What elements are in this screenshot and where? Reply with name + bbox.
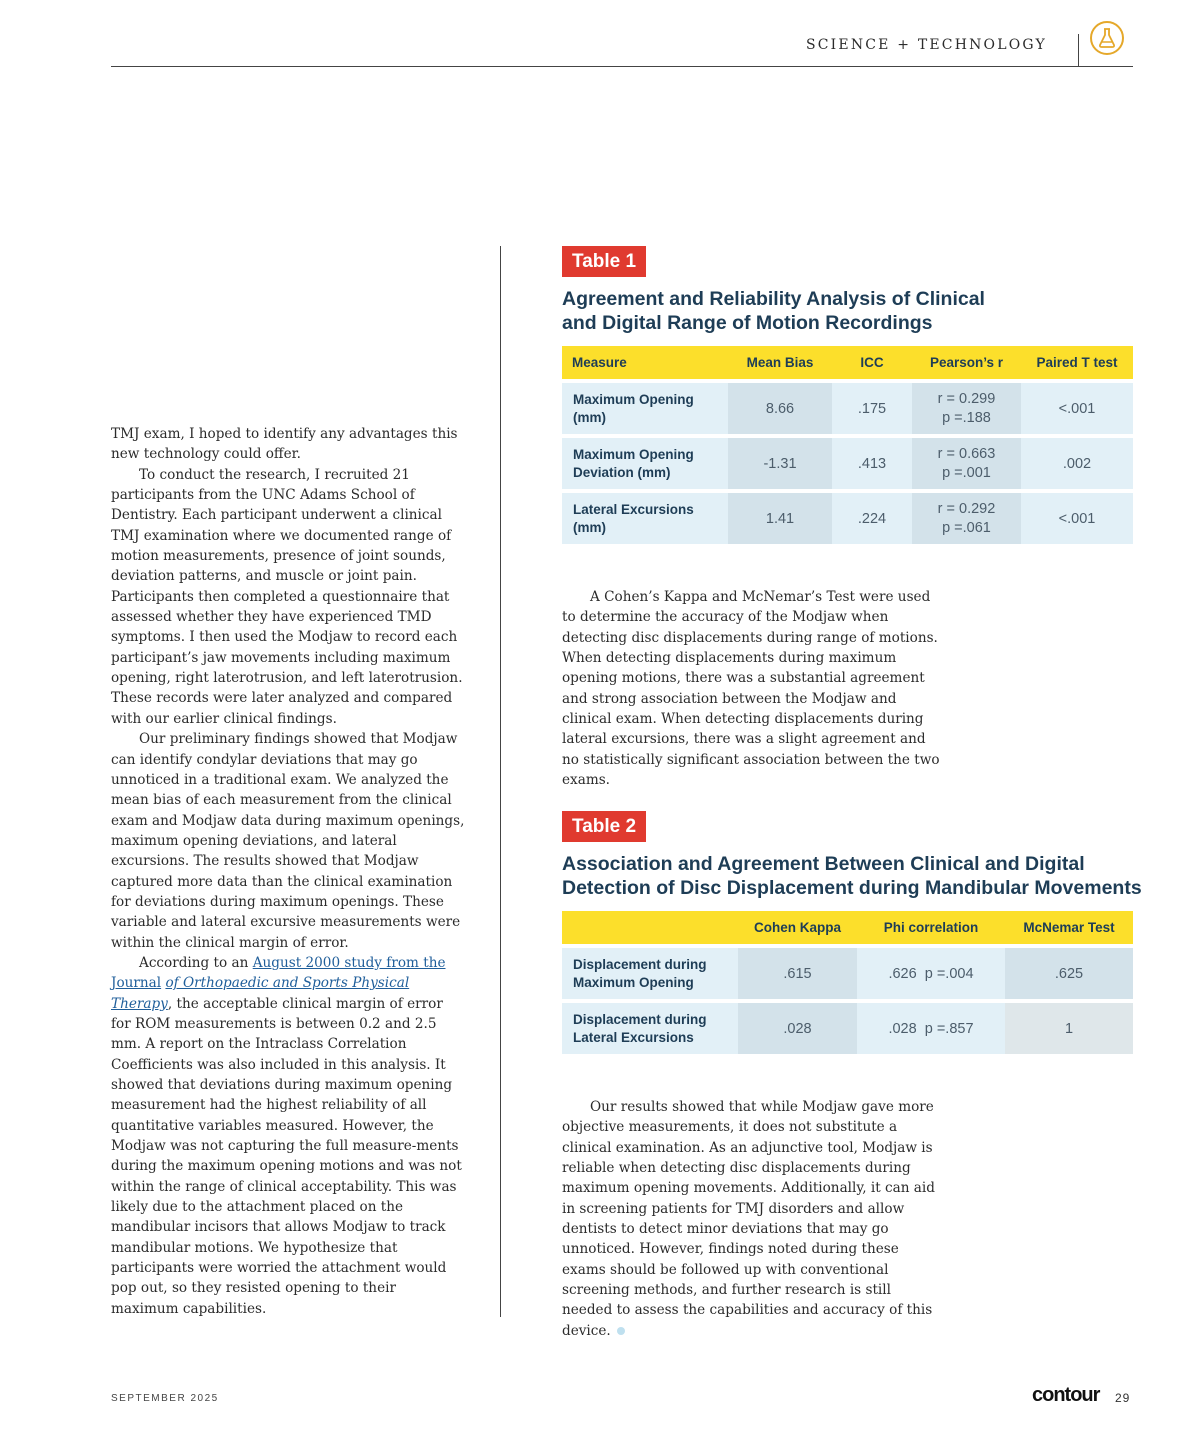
phi-cell [857, 948, 1005, 1003]
table-row [562, 438, 1133, 493]
pearson-cell [912, 493, 1021, 544]
table1-title-line: Agreement and Reliability Analysis of Clinical [562, 288, 985, 310]
paragraph-conclusion-text [562, 1097, 942, 1341]
table1-badge: Table 1 [562, 246, 646, 277]
text-span: , the acceptable clinical margin of error for ROM measurements is between 0.2 and 2.5 mm. A report on the Intraclass Correlation Coefficients was also included in this analysis. It showed that deviations during maximum opening measurement had the highest reliability of all quantitative variables measured. However, the Modjaw was not capturing the full measure-ments during the maximum opening motions and was not within the range of clinical acceptability. This was likely due to the attachment placed on the mandibular incisors that allows Modjaw to track mandibular motions. We hypothesize that participants were worried the attachment would pop out, so they resisted opening to their maximum capabilities. [111, 995, 462, 1317]
paragraph-conclusion [562, 1097, 942, 1341]
mcnemar-cell: 1 [1005, 1003, 1133, 1054]
left-column [111, 424, 466, 1319]
paragraph-findings: Our preliminary findings showed that Modjaw can identify condylar deviations that may go unnoticed in a traditional exam. We analyzed the mean bias of each measurement from the clinical exam and Modjaw data during maximum openings, maximum opening deviations, and lateral excursions. The results showed that Modjaw captured more data than the clinical examination for deviations during maximum openings. These variable and lateral excursive measurements were within the clinical margin of error. [111, 731, 465, 951]
row-label-line: Displacement during [573, 1011, 707, 1027]
pearson-r: r = 0.663 [937, 445, 996, 462]
pearson-r: r = 0.292 [937, 500, 996, 517]
table1-header-measure: Measure [562, 346, 728, 383]
table2-header-phi: Phi correlation [857, 911, 1005, 948]
row-label-line: Lateral Excursions [573, 501, 694, 517]
phi-p-value: p =.857 [924, 1020, 974, 1037]
row-label-line: Maximum Opening [573, 391, 694, 407]
mean-bias-cell: -1.31 [728, 438, 832, 493]
pearson-cell [912, 438, 1021, 493]
header-divider [1078, 34, 1079, 67]
row-label [562, 948, 738, 1003]
phi-value: .626 [888, 965, 917, 982]
paragraph-methods: To conduct the research, I recruited 21 participants from the UNC Adams School of Dentistry. Each participant underwent a clinical TMJ examination where we documented range of motion measurements, presence of joint sounds, deviation patterns, and muscle or joint pain. Participants then completed a questionnaire that assessed whether they have experienced TMD symptoms. I then used the Modjaw to record each participant’s jaw movements including maximum opening, right laterotrusion, and left laterotrusion. These records were later analyzed and compared with our earlier clinical findings. [111, 466, 463, 727]
row-label-line: (mm) [573, 409, 606, 425]
pearson-p: p =.188 [942, 409, 991, 426]
paragraph-margin-of-error [111, 953, 466, 1319]
end-mark-icon [617, 1327, 625, 1335]
page-number: 29 [1115, 1391, 1131, 1405]
icc-cell: .413 [832, 438, 912, 493]
pearson-p: p =.061 [942, 519, 991, 536]
row-label-line: Maximum Opening [573, 974, 694, 990]
table2-header-mcnemar: McNemar Test [1005, 911, 1133, 948]
paragraph-kappa [562, 587, 942, 790]
paragraph-kappa-text: A Cohen’s Kappa and McNemar’s Test were used to determine the accuracy of the Modjaw when detecting disc displacements during range of motions. When detecting displacements during maximum opening motions, there was a substantial agreement and strong association between the Modjaw and clinical exam. When detecting displacements during lateral excursions, there was a slight agreement and no statistically significant association between the two exams. [562, 589, 940, 789]
section-label: SCIENCE + TECHNOLOGY [805, 37, 1047, 53]
phi-value: .028 [888, 1020, 917, 1037]
pearson-cell [912, 383, 1021, 438]
journal-link[interactable]: of Orthopaedic and Sports Physical Therapy [111, 975, 410, 1012]
table2-header-blank [562, 911, 738, 948]
kappa-cell: .028 [738, 1003, 857, 1054]
footer-date: SEPTEMBER 2025 [111, 1393, 219, 1404]
table-row [562, 493, 1133, 544]
pearson-r: r = 0.299 [937, 390, 996, 407]
kappa-cell: .615 [738, 948, 857, 1003]
table2-title-line: Association and Agreement Between Clinical and Digital [562, 853, 1085, 875]
table1-header-row [562, 346, 1133, 383]
row-label [562, 1003, 738, 1054]
table2-title [562, 852, 1162, 900]
row-label-line: Lateral Excursions [573, 1029, 694, 1045]
table-row [562, 948, 1133, 1003]
mean-bias-cell: 8.66 [728, 383, 832, 438]
row-label [562, 493, 728, 544]
paired-t-cell: .002 [1021, 438, 1133, 493]
icc-cell: .224 [832, 493, 912, 544]
phi-p-value: p =.004 [924, 965, 974, 982]
row-label-line: (mm) [573, 519, 606, 535]
column-divider [500, 246, 501, 1317]
table1-title [562, 287, 1122, 335]
table2-badge: Table 2 [562, 811, 646, 842]
table1-header-icc: ICC [832, 346, 912, 383]
table-row [562, 383, 1133, 438]
mean-bias-cell: 1.41 [728, 493, 832, 544]
row-label-line: Displacement during [573, 956, 707, 972]
mcnemar-cell: .625 [1005, 948, 1133, 1003]
pearson-p: p =.001 [942, 464, 991, 481]
table2 [562, 911, 1133, 1054]
paired-t-cell: <.001 [1021, 383, 1133, 438]
magazine-logo: contour [1032, 1384, 1100, 1406]
table1-header-mean-bias: Mean Bias [728, 346, 832, 383]
table1-title-line: and Digital Range of Motion Recordings [562, 312, 933, 334]
flask-icon [1090, 21, 1124, 55]
text-span: According to an [139, 954, 253, 971]
paired-t-cell: <.001 [1021, 493, 1133, 544]
study-link[interactable]: August 2000 study from the Journal [111, 954, 446, 992]
table1-header-paired-t: Paired T test [1021, 346, 1133, 383]
row-label-line: Maximum Opening [573, 446, 694, 462]
row-label-line: Deviation (mm) [573, 464, 671, 480]
table1-header-pearson: Pearson’s r [912, 346, 1021, 383]
table2-header-kappa: Cohen Kappa [738, 911, 857, 948]
table2-header-row [562, 911, 1133, 948]
table-row [562, 1003, 1133, 1054]
icc-cell: .175 [832, 383, 912, 438]
phi-cell [857, 1003, 1005, 1054]
header-rule [111, 66, 1133, 67]
paragraph-intro-end: TMJ exam, I hoped to identify any advantages this new technology could offer. [111, 426, 458, 463]
table2-title-line: Detection of Disc Displacement during Mandibular Movements [562, 877, 1142, 899]
row-label [562, 438, 728, 493]
row-label [562, 383, 728, 438]
conclusion-text: Our results showed that while Modjaw gave more objective measurements, it does not substitute a clinical examination. As an adjunctive tool, Modjaw is reliable when detecting disc displacements during maximum opening movements. Additionally, it can aid in screening patients for TMJ disorders and allow dentists to detect minor deviations that may go unnoticed. However, findings noted during these exams should be followed up with conventional screening methods, and further research is still needed to assess the capabilities and accuracy of this device. [562, 1099, 935, 1339]
table1 [562, 346, 1133, 544]
